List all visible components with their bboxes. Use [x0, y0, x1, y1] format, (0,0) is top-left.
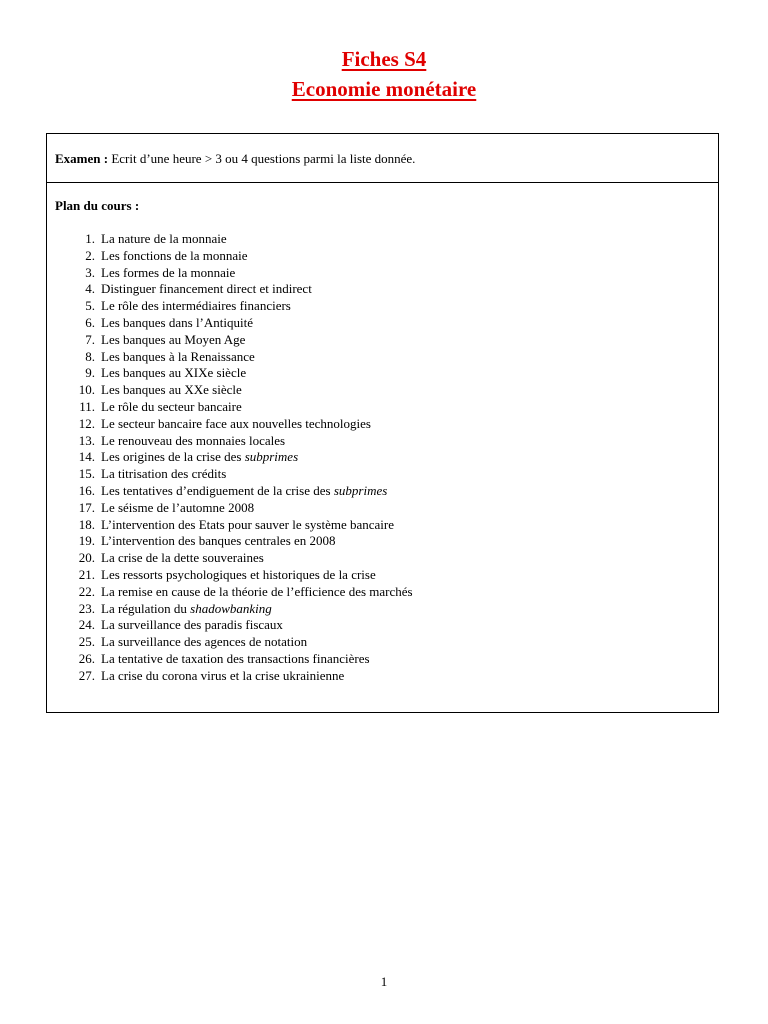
plan-item-label: Les banques au Moyen Age — [101, 331, 246, 347]
plan-item-text — [101, 248, 248, 265]
plan-item-text — [101, 416, 371, 433]
plan-item — [55, 617, 718, 634]
plan-item — [55, 349, 718, 366]
plan-item-number: 10. — [78, 382, 95, 398]
plan-item-label: Les formes de la monnaie — [101, 264, 236, 280]
plan-item — [55, 332, 718, 349]
plan-item — [55, 550, 718, 567]
plan-item-text — [101, 332, 245, 349]
plan-item-label: Le séisme de l’automne 2008 — [101, 499, 255, 515]
plan-item-label: L’intervention des Etats pour sauver le système bancaire — [101, 516, 395, 532]
plan-item-text — [101, 483, 387, 500]
plan-item — [55, 281, 718, 298]
plan-item-label: La titrisation des crédits — [101, 466, 227, 482]
plan-item-number: 25. — [78, 634, 95, 650]
plan-item-number: 24. — [78, 617, 95, 633]
plan-item — [55, 315, 718, 332]
plan-item-text — [101, 231, 227, 248]
plan-item-italic-term: subprimes — [333, 482, 388, 498]
plan-item-number: 9. — [85, 365, 95, 381]
plan-item-text — [101, 365, 246, 382]
exam-label: Examen : — [55, 151, 109, 166]
plan-item-text — [101, 382, 242, 399]
plan-item — [55, 298, 718, 315]
plan-item-text — [101, 550, 264, 567]
content-table — [46, 133, 719, 713]
plan-item-number: 12. — [78, 415, 95, 431]
plan-item-label: La surveillance des agences de notation — [101, 634, 308, 650]
plan-item-text — [101, 601, 272, 618]
plan-item-text — [101, 500, 254, 517]
exam-text: Ecrit d’une heure > 3 ou 4 questions parmi la liste donnée. — [108, 151, 416, 166]
page-number: 1 — [380, 974, 388, 989]
plan-item — [55, 634, 718, 651]
plan-item-label: L’intervention des banques centrales en 2008 — [101, 533, 336, 549]
plan-item — [55, 416, 718, 433]
title-line-2: Economie monétaire — [291, 77, 477, 101]
plan-item-number: 21. — [78, 566, 95, 582]
plan-section — [47, 183, 718, 685]
plan-item — [55, 651, 718, 668]
plan-item-number: 2. — [85, 247, 95, 263]
plan-item-number: 1. — [85, 231, 95, 246]
plan-item — [55, 231, 718, 248]
plan-item-label: Le rôle des intermédiaires financiers — [101, 298, 291, 314]
plan-item-text — [101, 265, 235, 282]
plan-item-label: Le secteur bancaire face aux nouvelles technologies — [101, 415, 371, 431]
plan-item-number: 22. — [78, 583, 95, 599]
plan-item-number: 17. — [78, 499, 95, 515]
plan-item-number: 7. — [85, 331, 95, 347]
plan-list — [55, 231, 718, 685]
document-title — [0, 44, 768, 104]
plan-item — [55, 248, 718, 265]
plan-item-number: 3. — [85, 264, 95, 280]
plan-item — [55, 399, 718, 416]
plan-item-number: 13. — [78, 432, 95, 448]
plan-item-number: 4. — [85, 281, 95, 297]
plan-item-label: La crise de la dette souveraines — [101, 550, 264, 566]
plan-item — [55, 433, 718, 450]
plan-item — [55, 382, 718, 399]
plan-item-label: Les banques au XIXe siècle — [101, 365, 247, 381]
plan-item — [55, 584, 718, 601]
plan-item-label: Distinguer financement direct et indirect — [101, 281, 312, 297]
plan-item-italic-term: shadowbanking — [190, 600, 272, 616]
plan-item-number: 19. — [78, 533, 95, 549]
plan-item-label: Les origines de la crise des — [101, 449, 245, 465]
plan-item-label: La crise du corona virus et la crise ukrainienne — [101, 667, 345, 683]
plan-item-text — [101, 567, 376, 584]
plan-item-text — [101, 433, 285, 450]
plan-item-text — [101, 651, 370, 668]
plan-item-label: La tentative de taxation des transactions financières — [101, 650, 370, 666]
plan-item — [55, 365, 718, 382]
plan-item-text — [101, 349, 255, 366]
plan-item-number: 5. — [85, 298, 95, 314]
plan-item-text — [101, 517, 394, 534]
plan-item-text — [101, 315, 253, 332]
exam-row — [47, 134, 718, 183]
plan-item-label: La régulation du — [101, 600, 191, 616]
plan-item-number: 8. — [85, 348, 95, 364]
plan-item-text — [101, 584, 413, 601]
plan-item — [55, 517, 718, 534]
plan-label: Plan du cours : — [55, 198, 140, 213]
plan-item — [55, 533, 718, 550]
plan-item-text — [101, 281, 312, 298]
plan-item-label: Les fonctions de la monnaie — [101, 247, 248, 263]
plan-item-text — [101, 533, 336, 550]
plan-item-italic-term: subprimes — [244, 449, 299, 465]
plan-item-text — [101, 399, 242, 416]
plan-item-text — [101, 466, 226, 483]
plan-item — [55, 265, 718, 282]
plan-item-label: Les banques à la Renaissance — [101, 348, 255, 364]
plan-item-text — [101, 617, 283, 634]
plan-item-label: La surveillance des paradis fiscaux — [101, 617, 283, 633]
title-line-1: Fiches S4 — [341, 47, 427, 71]
plan-item — [55, 668, 718, 685]
plan-item-number: 18. — [78, 516, 95, 532]
plan-item-label: Les banques au XXe siècle — [101, 382, 242, 398]
plan-item-number: 26. — [78, 650, 95, 666]
plan-item — [55, 466, 718, 483]
plan-item-number: 15. — [78, 466, 95, 482]
plan-item-label: Le renouveau des monnaies locales — [101, 432, 286, 448]
plan-item — [55, 449, 718, 466]
plan-item-number: 20. — [78, 550, 95, 566]
plan-item-text — [101, 634, 307, 651]
plan-item-label: Les tentatives d’endiguement de la crise des — [101, 482, 334, 498]
plan-item — [55, 500, 718, 517]
plan-item-text — [101, 668, 344, 685]
plan-item — [55, 567, 718, 584]
plan-item — [55, 483, 718, 500]
plan-item-number: 23. — [78, 600, 95, 616]
plan-item-text — [101, 449, 298, 466]
plan-item-label: Le rôle du secteur bancaire — [101, 398, 242, 414]
plan-item-number: 6. — [85, 314, 95, 330]
plan-item-label: La remise en cause de la théorie de l’efficience des marchés — [101, 583, 413, 599]
plan-item-number: 11. — [79, 398, 95, 414]
plan-item-label: Les banques dans l’Antiquité — [101, 314, 253, 330]
plan-item-number: 16. — [78, 482, 95, 498]
plan-item-label: Les ressorts psychologiques et historiques de la crise — [101, 566, 376, 582]
plan-item-number: 14. — [78, 449, 95, 465]
plan-item — [55, 601, 718, 618]
plan-item-label: La nature de la monnaie — [101, 231, 227, 246]
plan-item-number: 27. — [78, 667, 95, 683]
plan-item-text — [101, 298, 291, 315]
